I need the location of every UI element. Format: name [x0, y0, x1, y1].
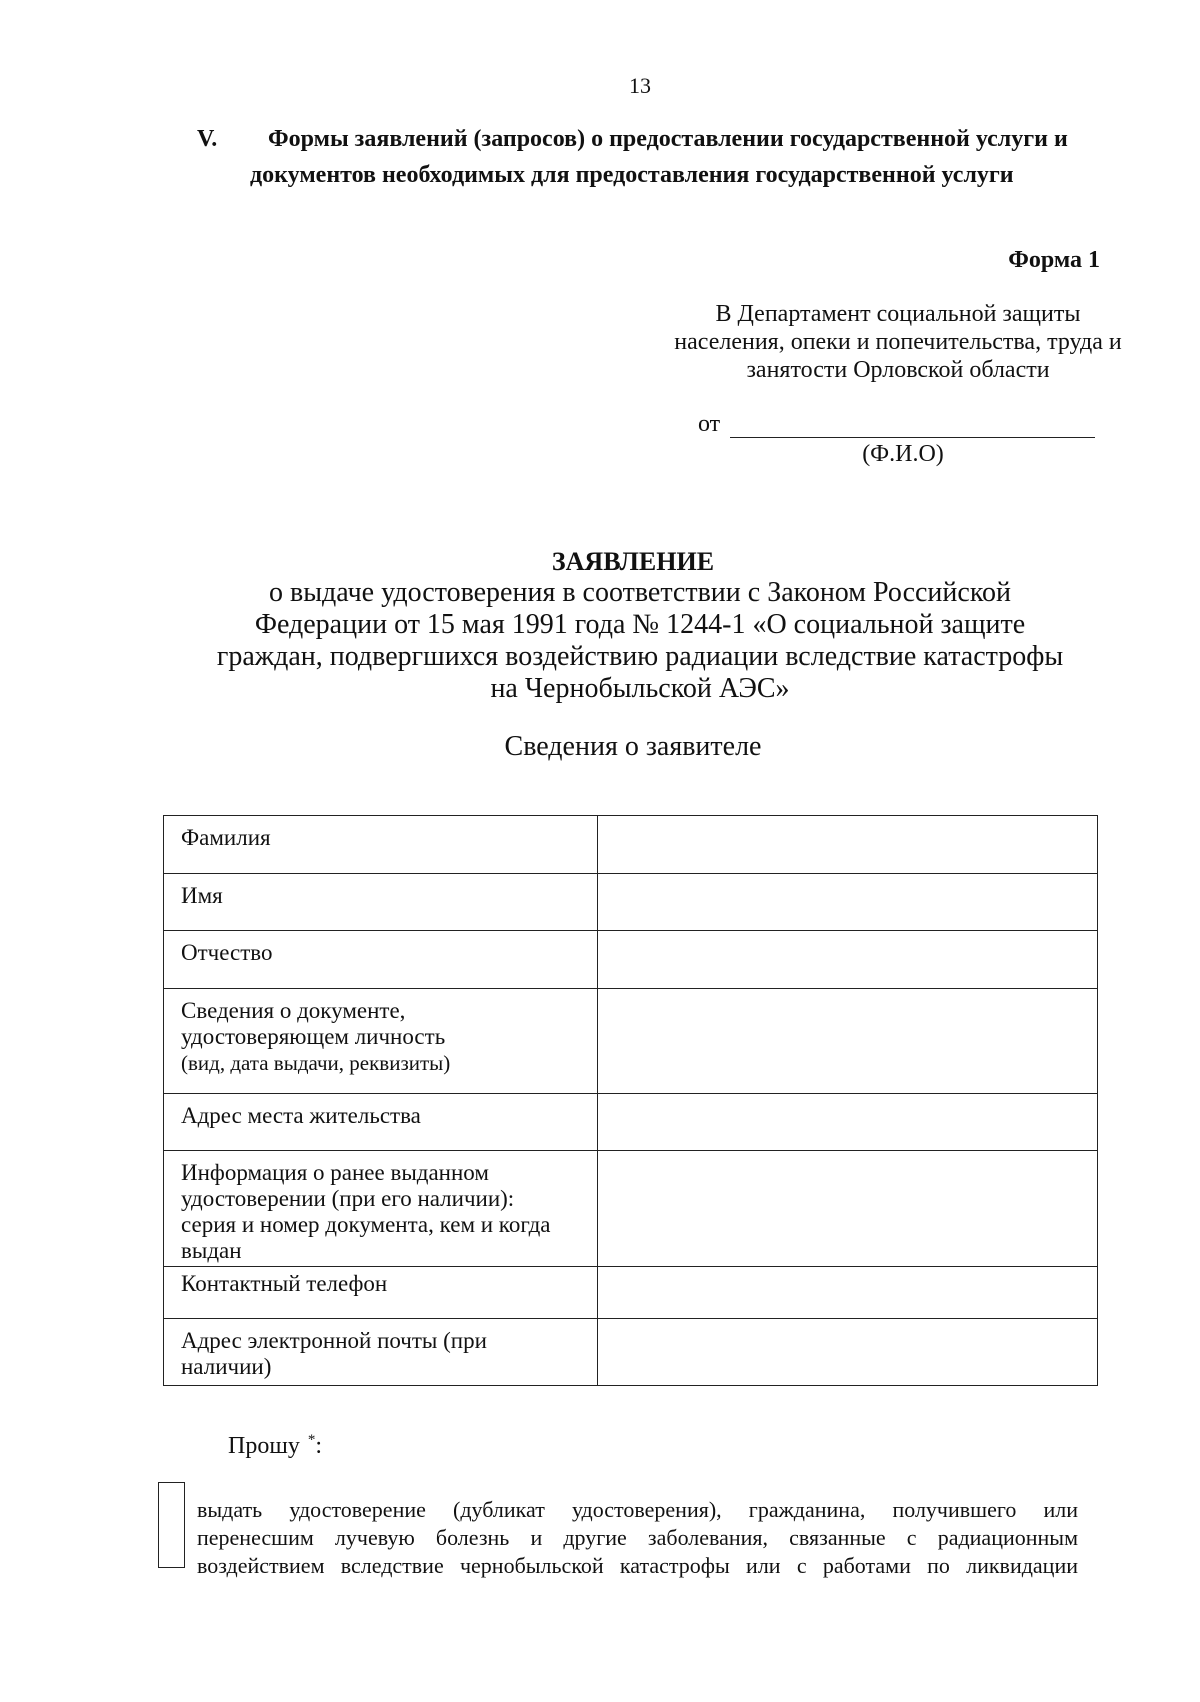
request-option-text-line: воздействием вследствие чернобыльской катастрофы или с работами по ликвидации	[197, 1553, 1078, 1578]
application-subject	[160, 577, 1120, 705]
table-label-line: выдан	[181, 1238, 242, 1263]
table-label-line: удостоверении (при его наличии):	[181, 1186, 515, 1211]
application-heading: ЗАЯВЛЕНИЕ	[551, 547, 715, 576]
request-option-text	[197, 1496, 1078, 1580]
fio-caption: (Ф.И.О)	[862, 441, 944, 467]
section-number: V.	[197, 126, 218, 152]
section-title-line: документов необходимых для предоставления государственной услуги	[250, 162, 1014, 188]
request-label-suffix: :	[315, 1433, 322, 1459]
application-subject-line: Федерации от 15 мая 1991 года № 1244-1 «О социальной защите	[254, 609, 1026, 640]
applicant-table	[163, 815, 1098, 1386]
request-label	[228, 1431, 322, 1461]
section-title-line: Формы заявлений (запросов) о предоставлении государственной услуги и	[268, 126, 1068, 152]
table-label-line: Фамилия	[181, 825, 271, 850]
table-row	[164, 1319, 1098, 1386]
table-row	[164, 816, 1098, 874]
table-label-line: наличии)	[181, 1354, 272, 1379]
application-subject-line: о выдаче удостоверения в соответствии с Законом Российской	[269, 577, 1011, 608]
table-label-line: Имя	[181, 883, 223, 908]
table-label-cell	[164, 1151, 598, 1267]
table-value-cell	[598, 931, 1098, 989]
addressee-line: населения, опеки и попечительства, труда и	[674, 329, 1122, 355]
table-label-cell	[164, 816, 598, 874]
table-label-cell	[164, 989, 598, 1094]
table-label-cell	[164, 931, 598, 989]
table-row	[164, 931, 1098, 989]
from-label: от	[698, 411, 721, 437]
table-value-cell	[598, 989, 1098, 1094]
applicant-table-body	[164, 816, 1098, 1386]
request-option-checkbox	[158, 1482, 185, 1568]
page-number: 13	[629, 73, 651, 98]
table-label-line: Адрес места жительства	[181, 1103, 421, 1128]
table-label-cell	[164, 1319, 598, 1386]
table-label-line: Адрес электронной почты (при	[181, 1328, 487, 1353]
table-label-line: (вид, дата выдачи, реквизиты)	[181, 1051, 451, 1075]
addressee-line: занятости Орловской области	[746, 357, 1050, 383]
table-label-cell	[164, 874, 598, 931]
table-row	[164, 874, 1098, 931]
table-value-cell	[598, 1267, 1098, 1319]
table-row	[164, 1094, 1098, 1151]
table-value-cell	[598, 1151, 1098, 1267]
table-label-line: Отчество	[181, 940, 273, 965]
request-option-text-line: перенесшим лучевую болезнь и другие заболевания, связанные с радиационным	[197, 1525, 1078, 1550]
fio-blank-line	[730, 437, 1095, 438]
application-subject-line: на Чернобыльской АЭС»	[490, 673, 790, 704]
request-option-text-line: выдать удостоверение (дубликат удостоверения), гражданина, получившего или	[197, 1497, 1078, 1522]
table-row	[164, 1151, 1098, 1267]
table-row	[164, 1267, 1098, 1319]
table-value-cell	[598, 874, 1098, 931]
table-label-line: Информация о ранее выданном	[181, 1160, 489, 1185]
addressee-line: В Департамент социальной защиты	[715, 301, 1081, 327]
table-label-cell	[164, 1267, 598, 1319]
request-label-text: Прошу	[228, 1433, 300, 1459]
table-label-line: Сведения о документе,	[181, 998, 406, 1023]
table-label-cell	[164, 1094, 598, 1151]
table-label-line: удостоверяющем личность	[181, 1024, 446, 1049]
table-label-line: серия и номер документа, кем и когда	[181, 1212, 551, 1237]
table-row	[164, 989, 1098, 1094]
footnote-mark: *	[307, 1432, 316, 1448]
table-value-cell	[598, 1094, 1098, 1151]
table-label-line: Контактный телефон	[181, 1271, 388, 1296]
table-value-cell	[598, 816, 1098, 874]
table-value-cell	[598, 1319, 1098, 1386]
form-label: Форма 1	[1008, 247, 1100, 273]
applicant-section-title: Сведения о заявителе	[504, 731, 762, 762]
addressee-block	[638, 300, 1158, 384]
application-subject-line: граждан, подвергшихся воздействию радиации вследствие катастрофы	[216, 641, 1064, 672]
